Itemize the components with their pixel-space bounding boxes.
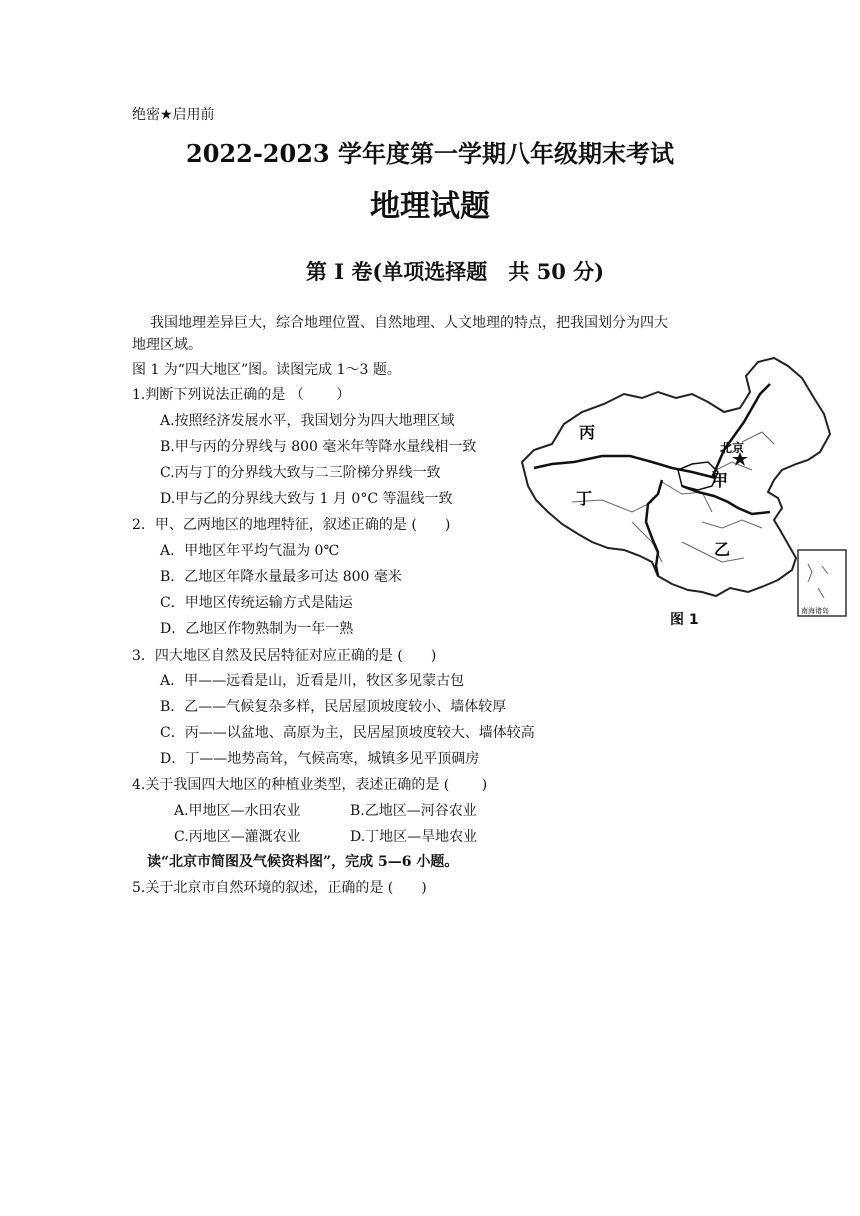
section-heading: 第 I 卷(单项选择题 共 50 分) [305,259,605,284]
reading-instruction: 读“北京市简图及气候资料图”，完成 5—6 小题。 [147,854,459,870]
intro-line-1: 我国地理差异巨大，综合地理位置、自然地理、人文地理的特点，把我国划分为四大 [150,315,668,331]
q1-option-c: C.丙与丁的分界线大致与二三阶梯分界线一致 [160,465,441,481]
q4-option-c: C.丙地区—灌溉农业 [174,829,301,845]
q1-option-a: A.按照经济发展水平，我国划分为四大地理区域 [160,413,455,429]
q2-option-c: C．甲地区传统运输方式是陆运 [160,595,353,611]
intro-line-2: 地理区域。 [132,337,202,353]
subject-title: 地理试题 [370,189,490,224]
q1-option-d: D.甲与乙的分界线大致与 1 月 0°C 等温线一致 [160,491,453,507]
country-outline [522,358,830,596]
boundary-north-northwest [712,384,770,478]
region-label-ding: 丁 [576,489,593,508]
q3-option-d: D．丁——地势高耸，气候高寒，城镇多见平顶碉房 [160,751,480,767]
region-label-bing: 丙 [579,423,596,442]
question-3-stem: 3．四大地区自然及民居特征对应正确的是 ( ) [132,648,437,664]
q2-option-a: A．甲地区年平均气温为 0℃ [160,543,340,559]
q3-option-a: A．甲——远看是山，近看是川，牧区多见蒙古包 [160,673,465,689]
beijing-label: 北京 [720,441,745,455]
boundary-north-south [682,486,770,514]
region-label-yi: 乙 [714,540,731,559]
q2-option-d: D．乙地区作物熟制为一年一熟 [160,621,354,637]
q3-option-c: C．丙——以盆地、高原为主，民居屋顶坡度较大、墙体较高 [160,725,535,741]
q1-option-b: B.甲与丙的分界线与 800 毫米年等降水量线相一致 [160,439,477,455]
question-1-stem: 1.判断下列说法正确的是 （ ） [132,387,351,403]
figure-caption: 图 1 [670,612,699,628]
intro-line-3: 图 1 为“四大地区”图。读图完成 1～3 题。 [132,362,401,378]
inset-label: 南海诸岛 [801,607,829,615]
exam-title: 2022-2023 学年度第一学期八年级期末考试 [186,139,674,168]
question-2-stem: 2．甲、乙两地区的地理特征，叙述正确的是 ( ) [132,517,451,533]
q4-option-b: B.乙地区—河谷农业 [350,803,477,819]
confidential-mark: 绝密★启用前 [132,107,215,123]
boundary-northwest-tibet [534,456,716,478]
boundary-tibet-east [646,480,662,576]
region-label-jia: 甲 [712,471,729,490]
q2-option-b: B．乙地区年降水量最多可达 800 毫米 [160,569,402,585]
q4-option-d: D.丁地区—旱地农业 [350,829,478,845]
question-5-stem: 5.关于北京市自然环境的叙述，正确的是 ( ) [132,880,427,896]
q3-option-b: B．乙——气候复杂多样，民居屋顶坡度较小、墙体较厚 [160,699,507,715]
question-4-stem: 4.关于我国四大地区的种植业类型，表述正确的是 ( ) [132,777,488,793]
q4-option-a: A.甲地区—水田农业 [174,803,301,819]
china-regions-map [512,352,852,634]
